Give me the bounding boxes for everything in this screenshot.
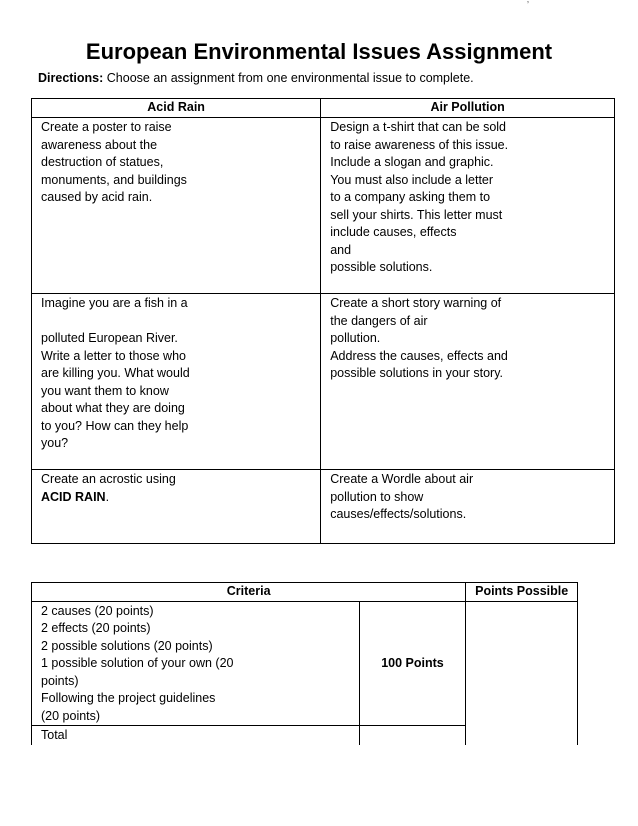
text-line: Design a t-shirt that can be sold xyxy=(330,120,507,134)
assignment-header-row xyxy=(32,99,615,118)
text-line: You must also include a letter xyxy=(330,172,494,187)
text-line: Create a Wordle about air xyxy=(330,472,474,486)
text-line xyxy=(41,489,311,507)
air-pollution-option-2 xyxy=(321,294,615,470)
acrostic-word: ACID RAIN xyxy=(41,489,106,504)
header-points-possible: Points Possible xyxy=(466,583,578,602)
text-line: pollution to show xyxy=(330,489,424,504)
acid-rain-option-1 xyxy=(32,118,321,294)
text-line: polluted European River. xyxy=(41,331,178,345)
text-line: Write a letter to those who xyxy=(41,348,186,363)
text-line: Address the causes, effects and xyxy=(330,348,508,363)
criteria-item: 2 effects (20 points) xyxy=(41,621,151,635)
assignment-row xyxy=(32,118,615,294)
text-line: monuments, and buildings xyxy=(41,172,187,187)
criteria-item: Following the project guidelines xyxy=(41,691,216,705)
text-line: the dangers of air xyxy=(330,313,428,328)
criteria-list xyxy=(32,601,360,726)
text-line: Imagine you are a fish in a xyxy=(41,296,188,310)
text-line: possible solutions. xyxy=(330,260,433,274)
criteria-item: 2 possible solutions (20 points) xyxy=(41,638,213,653)
assignment-table xyxy=(31,98,615,544)
text-line: to a company asking them to xyxy=(330,190,491,204)
text-line: causes/effects/solutions. xyxy=(330,507,467,521)
text-line: to you? How can they help xyxy=(41,418,189,433)
assignment-row xyxy=(32,294,615,470)
criteria-item: (20 points) xyxy=(41,708,101,723)
text-line: pollution. xyxy=(330,331,381,345)
acrostic-suffix: . xyxy=(105,489,110,504)
criteria-header-row xyxy=(32,583,578,602)
text-line: Create a poster to raise xyxy=(41,120,172,134)
acid-rain-option-3 xyxy=(32,470,321,544)
criteria-table xyxy=(31,582,578,745)
criteria-body-row xyxy=(32,601,578,726)
text-line: about what they are doing xyxy=(41,401,185,415)
points-possible-cell xyxy=(466,601,578,745)
directions-text: Choose an assignment from one environmental issue to complete. xyxy=(103,71,474,85)
line-gap xyxy=(41,313,311,331)
text-line: destruction of statues, xyxy=(41,155,164,169)
text-line: sell your shirts. This letter must xyxy=(330,207,503,222)
acid-rain-option-2 xyxy=(32,294,321,470)
text-line: Include a slogan and graphic. xyxy=(330,155,494,169)
text-line: you want them to know xyxy=(41,383,169,398)
text-line: to raise awareness of this issue. xyxy=(330,137,509,152)
text-line: awareness about the xyxy=(41,137,158,152)
total-label: Total xyxy=(32,726,360,745)
text-line: Create a short story warning of xyxy=(330,296,502,310)
header-air-pollution: Air Pollution xyxy=(321,99,615,118)
text-line: are killing you. What would xyxy=(41,366,190,380)
points-value: 100 Points xyxy=(359,601,466,726)
text-line: you? xyxy=(41,436,69,450)
text-line: include causes, effects xyxy=(330,225,457,239)
directions xyxy=(38,70,474,86)
total-points-cell xyxy=(359,726,466,745)
header-criteria: Criteria xyxy=(32,583,466,602)
air-pollution-option-1 xyxy=(321,118,615,294)
air-pollution-option-3 xyxy=(321,470,615,544)
criteria-item: points) xyxy=(41,673,79,688)
assignment-row xyxy=(32,470,615,544)
page-corner-mark: ʼ xyxy=(527,0,529,10)
criteria-item: 2 causes (20 points) xyxy=(41,603,154,618)
text-line: caused by acid rain. xyxy=(41,190,153,204)
text-line: and xyxy=(330,242,352,257)
criteria-item: 1 possible solution of your own (20 xyxy=(41,656,234,670)
text-line: possible solutions in your story. xyxy=(330,366,503,380)
text-line: Create an acrostic using xyxy=(41,472,176,486)
header-acid-rain: Acid Rain xyxy=(32,99,321,118)
page-title: European Environmental Issues Assignment xyxy=(85,39,553,64)
directions-label: Directions: xyxy=(38,71,104,85)
